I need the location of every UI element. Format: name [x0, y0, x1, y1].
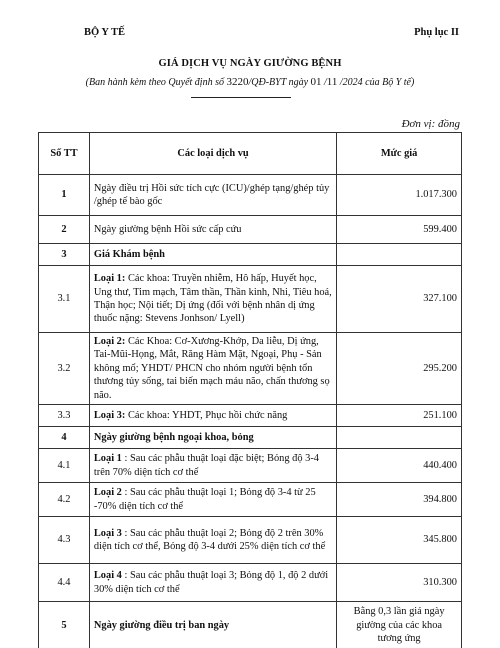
- row-text: Giá Khám bệnh: [93, 248, 165, 260]
- row-service: [89, 405, 336, 427]
- ministry-header: BỘ Y TẾ: [84, 27, 126, 38]
- document-title: GIÁ DỊCH VỤ NGÀY GIƯỜNG BỆNH: [158, 58, 342, 69]
- table-row: [39, 449, 462, 483]
- decision-day: 01: [310, 76, 322, 88]
- subtitle-suffix: /2024 của Bộ Y tế): [337, 77, 415, 88]
- table-row: [39, 244, 462, 266]
- row-service: [89, 483, 336, 517]
- row-label: Loại 1: [93, 453, 122, 465]
- row-service: [89, 216, 336, 244]
- row-label: Loại 3: [93, 527, 122, 539]
- row-text: : Sau các phẫu thuật loại đặc biệt; Bỏng độ 3-4 trên 70% diện tích cơ thể: [93, 453, 319, 478]
- row-price: 295.200: [337, 333, 462, 405]
- row-label: Loại 4: [93, 570, 122, 582]
- row-no: 4.3: [39, 517, 90, 564]
- table-row: [39, 564, 462, 602]
- row-price: [337, 427, 462, 449]
- row-service: [89, 427, 336, 449]
- row-text: Ngày giường bệnh Hồi sức cấp cứu: [93, 223, 242, 235]
- price-table: [38, 132, 462, 648]
- subtitle-mid2: /: [321, 77, 327, 88]
- row-text: : Sau các phẫu thuật loại 1; Bỏng độ 3-4 từ 25 -70% diện tích cơ thể: [93, 487, 316, 512]
- table-header-row: [39, 133, 462, 175]
- row-price: Bằng 0,3 lần giá ngày giường của các khoa tương ứng: [337, 602, 462, 648]
- row-no: 5: [39, 602, 90, 648]
- table-row: [39, 266, 462, 333]
- subtitle-prefix: (Ban hành kèm theo Quyết định số: [85, 77, 227, 88]
- row-text: Ngày giường điều trị ban ngày: [93, 619, 230, 631]
- table-row: [39, 333, 462, 405]
- table-row: [39, 602, 462, 648]
- row-price: [337, 244, 462, 266]
- row-label: Loại 2: [93, 487, 122, 499]
- row-no: 2: [39, 216, 90, 244]
- table-row: [39, 175, 462, 216]
- row-no: 3.2: [39, 333, 90, 405]
- row-no: 3.3: [39, 405, 90, 427]
- row-service: [89, 175, 336, 216]
- table-row: [39, 405, 462, 427]
- row-price: 1.017.300: [337, 175, 462, 216]
- row-text: Ngày giường bệnh ngoại khoa, bỏng: [93, 431, 254, 443]
- document-subtitle: [0, 76, 500, 88]
- row-text: : Sau các phẫu thuật loại 2; Bỏng độ 2 trên 30% diện tích cơ thể, Bỏng độ 3-4 dưới 25% diện tích cơ thể: [93, 527, 326, 553]
- row-service: [89, 333, 336, 405]
- row-price: 599.400: [337, 216, 462, 244]
- row-text: Các Khoa: Cơ-Xương-Khớp, Da liễu, Dị ứng, Tai-Mũi-Họng, Mắt, Răng Hàm Mặt, Ngoại, Phụ - Sản không mổ; YHDT/ PHCN cho nhóm người bệnh tổn thương tủy sống, tai biến mạch máu não, chấn thương sọ não.: [93, 336, 330, 401]
- row-price: 345.800: [337, 517, 462, 564]
- row-label: Loại 1:: [93, 273, 126, 285]
- table-row: [39, 427, 462, 449]
- row-no: 4.4: [39, 564, 90, 602]
- row-service: [89, 517, 336, 564]
- table-row: [39, 483, 462, 517]
- row-price: 394.800: [337, 483, 462, 517]
- row-price: 310.300: [337, 564, 462, 602]
- row-text: Ngày điều trị Hồi sức tích cực (ICU)/ghép tạng/ghép tủy /ghép tế bào gốc: [93, 182, 330, 207]
- row-label: Loại 3:: [93, 409, 126, 421]
- table-row: [39, 216, 462, 244]
- row-no: 4.1: [39, 449, 90, 483]
- row-service: [89, 602, 336, 648]
- title-underline: [191, 97, 291, 98]
- row-price: 251.100: [337, 405, 462, 427]
- decision-month: 11: [326, 76, 338, 88]
- header-price: Mức giá: [337, 133, 462, 175]
- header-service: Các loại dịch vụ: [89, 133, 336, 175]
- row-price: 440.400: [337, 449, 462, 483]
- row-service: [89, 244, 336, 266]
- row-no: 4.2: [39, 483, 90, 517]
- row-service: [89, 449, 336, 483]
- row-no: 3.1: [39, 266, 90, 333]
- header-no: Số TT: [39, 133, 90, 175]
- row-price: 327.100: [337, 266, 462, 333]
- appendix-label: Phụ lục II: [414, 27, 459, 38]
- table-row: [39, 517, 462, 564]
- row-text: Các khoa: YHDT, Phục hồi chức năng: [125, 409, 288, 421]
- row-no: 1: [39, 175, 90, 216]
- decision-number: 3220: [226, 76, 249, 88]
- row-no: 3: [39, 244, 90, 266]
- row-service: [89, 266, 336, 333]
- row-label: Loại 2:: [93, 336, 126, 347]
- row-service: [89, 564, 336, 602]
- currency-unit: Đơn vị: đồng: [401, 118, 460, 130]
- row-no: 4: [39, 427, 90, 449]
- row-text: Các khoa: Truyền nhiễm, Hô hấp, Huyết học, Ung thư, Tim mạch, Tâm thần, Thần kinh, Nhi, Tiêu hoá, Thận học; Nội tiết; Dị ứng (đối với bệnh nhân dị ứng thuốc nặng: Stevens Jonhson/ Lyell): [93, 273, 332, 325]
- row-text: : Sau các phẫu thuật loại 3; Bỏng độ 1, độ 2 dưới 30% diện tích cơ thể: [93, 570, 329, 595]
- subtitle-mid1: /QĐ-BYT ngày: [248, 77, 311, 88]
